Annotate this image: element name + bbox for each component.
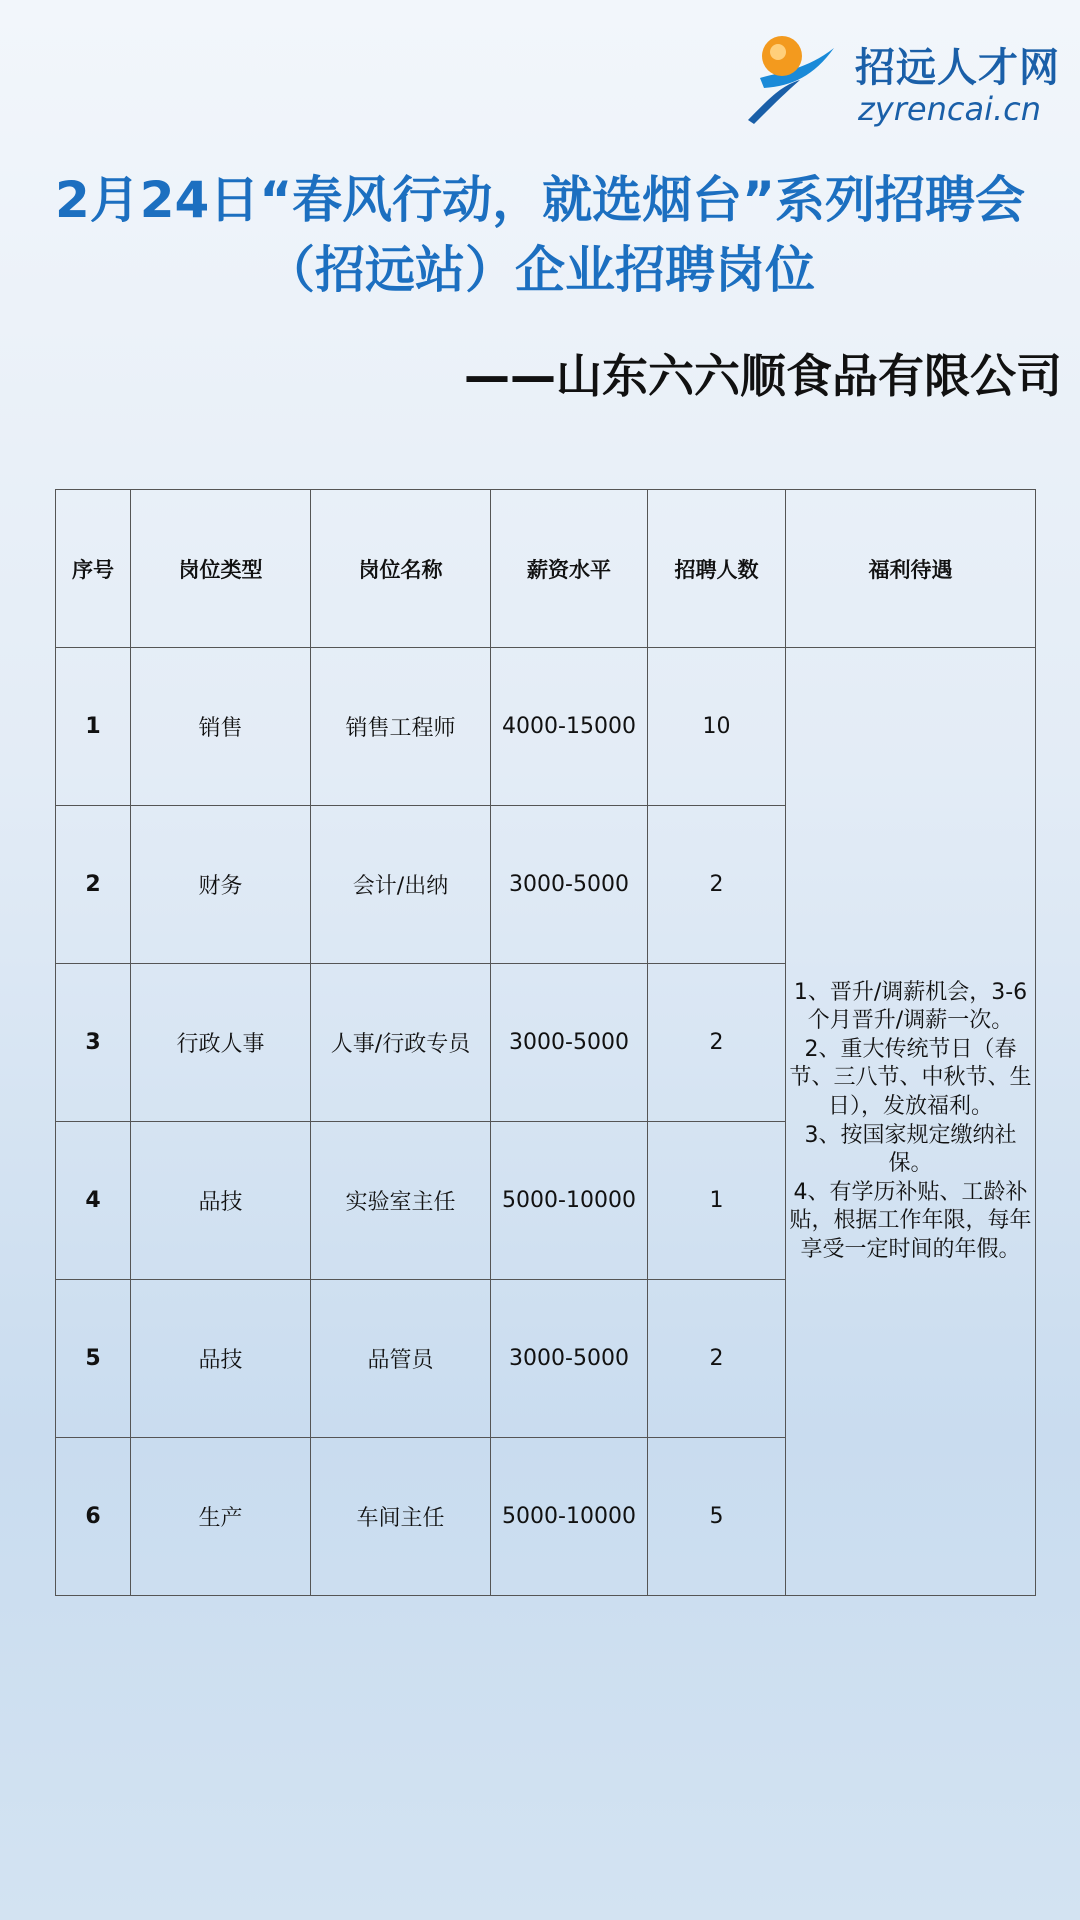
site-logo — [740, 28, 1070, 138]
row-name: 销售工程师 — [311, 648, 491, 806]
header-type: 岗位类型 — [131, 490, 311, 648]
table-header-row — [56, 490, 1036, 648]
row-count: 5 — [648, 1438, 786, 1596]
header-name: 岗位名称 — [311, 490, 491, 648]
row-count: 2 — [648, 1280, 786, 1438]
row-salary: 3000-5000 — [491, 964, 648, 1122]
row-type: 销售 — [131, 648, 311, 806]
row-no: 1 — [56, 648, 131, 806]
logo-name: 招远人才网 — [855, 45, 1060, 91]
row-no: 5 — [56, 1280, 131, 1438]
row-no: 6 — [56, 1438, 131, 1596]
row-type: 品技 — [131, 1122, 311, 1280]
page-title-line2: （招远站）企业招聘岗位 — [265, 241, 815, 299]
row-salary: 5000-10000 — [491, 1438, 648, 1596]
row-type: 品技 — [131, 1280, 311, 1438]
page-title-line1: 2月24日“春风行动，就选烟台”系列招聘会 — [54, 171, 1026, 229]
row-no: 4 — [56, 1122, 131, 1280]
row-name: 车间主任 — [311, 1438, 491, 1596]
row-count: 2 — [648, 964, 786, 1122]
row-salary: 4000-15000 — [491, 648, 648, 806]
benefits-cell: 1、晋升/调薪机会，3-6个月晋升/调薪一次。 2、重大传统节日（春节、三八节、中秋节、生日），发放福利。 3、按国家规定缴纳社保。 4、有学历补贴、工龄补贴，根据工作年限，每年享受一定时间的年假。 — [786, 648, 1036, 1596]
jobs-table — [55, 489, 1036, 1596]
row-count: 10 — [648, 648, 786, 806]
row-count: 2 — [648, 806, 786, 964]
row-count: 1 — [648, 1122, 786, 1280]
header-no: 序号 — [56, 490, 131, 648]
header-benefits: 福利待遇 — [786, 490, 1036, 648]
company-name: ——山东六六顺食品有限公司 — [464, 349, 1062, 403]
row-no: 2 — [56, 806, 131, 964]
row-no: 3 — [56, 964, 131, 1122]
logo-runner-icon — [740, 28, 840, 128]
logo-domain: zyrencai.cn — [858, 90, 1041, 128]
table-row — [56, 648, 1036, 806]
row-salary: 3000-5000 — [491, 806, 648, 964]
header-count: 招聘人数 — [648, 490, 786, 648]
row-type: 财务 — [131, 806, 311, 964]
row-salary: 3000-5000 — [491, 1280, 648, 1438]
header-salary: 薪资水平 — [491, 490, 648, 648]
row-type: 行政人事 — [131, 964, 311, 1122]
row-name: 会计/出纳 — [311, 806, 491, 964]
row-name: 人事/行政专员 — [311, 964, 491, 1122]
row-name: 实验室主任 — [311, 1122, 491, 1280]
row-salary: 5000-10000 — [491, 1122, 648, 1280]
row-name: 品管员 — [311, 1280, 491, 1438]
row-type: 生产 — [131, 1438, 311, 1596]
